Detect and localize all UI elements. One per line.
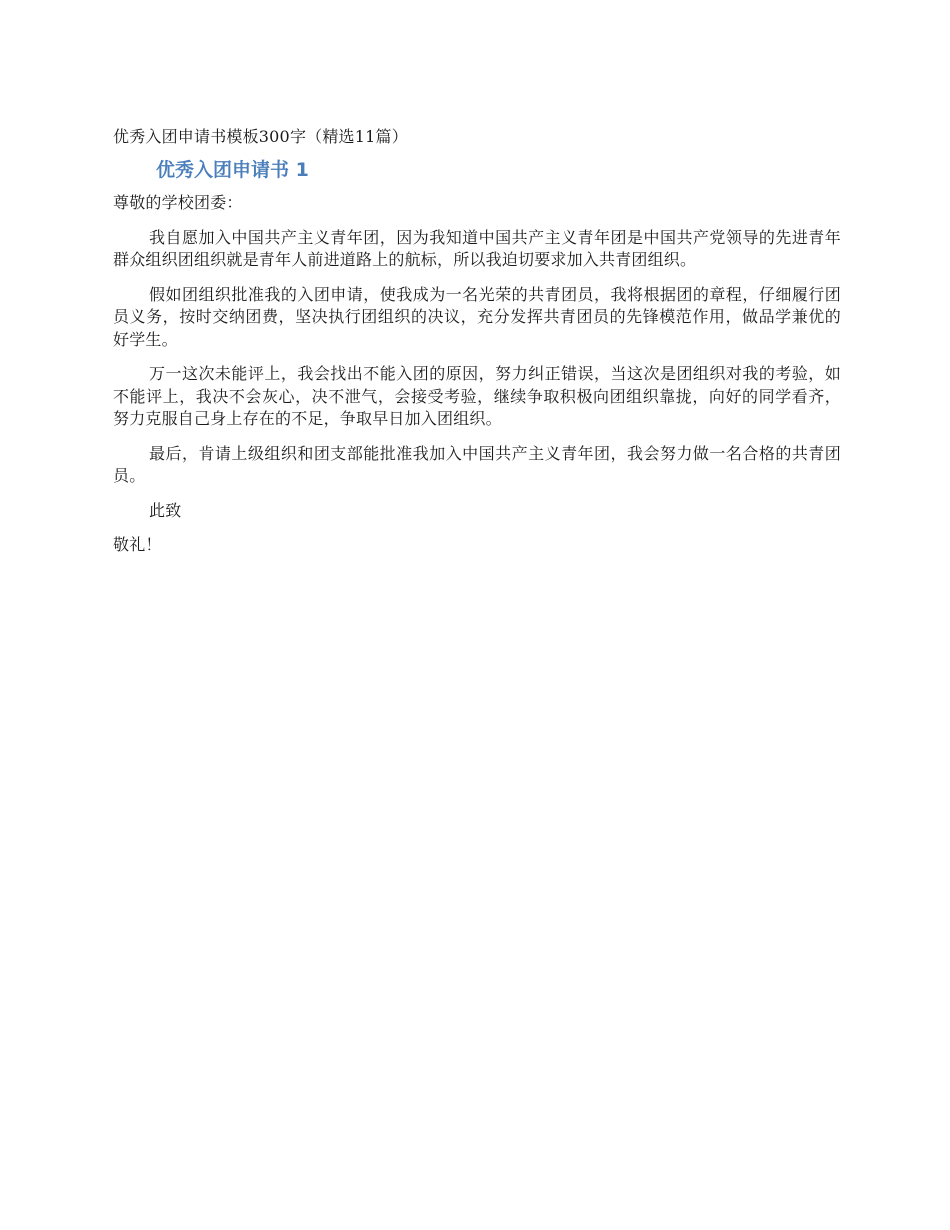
regards-line: 敬礼！ xyxy=(113,535,162,554)
section-heading: 优秀入团申请书 1 xyxy=(156,159,309,181)
document-title: 优秀入团申请书模板300字（精选11篇） xyxy=(113,127,408,146)
body-paragraph-3: 万一这次未能评上，我会找出不能入团的原因，努力纠正错误，当这次是团组织对我的考验，如不能评上，我决不会灰心，决不泄气，会接受考验，继续争取积极向团组织靠拢，向好的同学看齐，努力克服自己身上存在的不足，争取早日加入团组织。 xyxy=(113,364,841,428)
closing-line: 此致 xyxy=(149,500,182,520)
document-page xyxy=(113,124,841,569)
body-paragraph-2: 假如团组织批准我的入团申请，使我成为一名光荣的共青团员，我将根据团的章程，仔细履行团员义务，按时交纳团费，坚决执行团组织的决议，充分发挥共青团员的先锋模范作用，做品学兼优的好学生。 xyxy=(113,284,841,349)
salutation: 尊敬的学校团委： xyxy=(113,193,243,212)
body-paragraph-4: 最后，肯请上级组织和团支部能批准我加入中国共产主义青年团，我会努力做一名合格的共青团员。 xyxy=(113,443,841,485)
body-paragraph-1: 我自愿加入中国共产主义青年团，因为我知道中国共产主义青年团是中国共产党领导的先进青年群众组织团组织就是青年人前进道路上的航标，所以我迫切要求加入共青团组织。 xyxy=(113,227,841,269)
